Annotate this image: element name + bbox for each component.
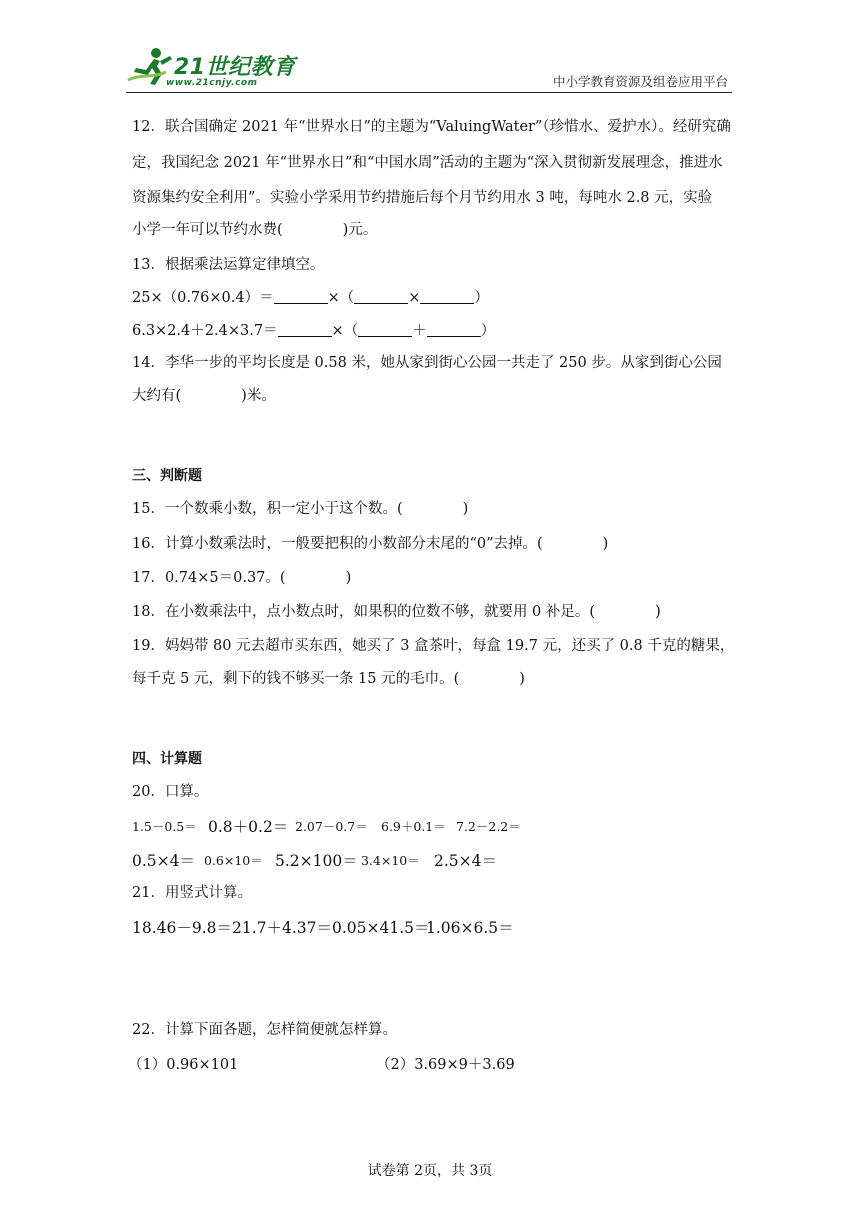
q13-row2-close: ） (480, 323, 496, 339)
q12-line4-post: )元。 (342, 222, 378, 238)
q20-item: 7.2－2.2＝ (456, 819, 521, 834)
q17-close: ) (345, 570, 352, 586)
q19-close: ) (519, 671, 525, 687)
q20-item: 6.9＋0.1＝ (381, 819, 446, 834)
section-title-calculation: 四、计算题 (132, 751, 202, 767)
q13-row2-expr: 6.3×2.4＋2.4×3.7＝ (132, 323, 278, 339)
q18-text: 18．在小数乘法中，点小数点时，如果积的位数不够，就要用 0 补足。( (132, 604, 596, 620)
q20-item: 3.4×10＝ (361, 853, 420, 868)
q21-item: 0.05×41.5＝ (332, 919, 430, 937)
q21-item: 21.7＋4.37＝ (232, 919, 333, 937)
q18-close: ) (655, 604, 661, 620)
q14-line2 (132, 386, 276, 406)
q17 (132, 568, 351, 588)
q19-line2 (132, 669, 525, 689)
page-header (126, 40, 732, 93)
q14-line2-pre: 大约有( (132, 388, 182, 404)
q15 (132, 499, 468, 519)
q21-item: 1.06×6.5＝ (426, 919, 514, 937)
q20-item: 0.6×10＝ (204, 853, 263, 868)
q13-row2-times-open: ×（ (331, 323, 359, 339)
q15-close: ) (462, 501, 469, 517)
q13-row1-close: ） (474, 290, 489, 306)
q16 (132, 534, 608, 554)
q21-title: 21．用竖式计算。 (132, 885, 252, 901)
page-footer: 试卷第 2页，共 3页 (367, 1163, 493, 1179)
q13-row1-times-open: ×（ (327, 290, 355, 306)
q12-line4-pre: 小学一年可以节约水费( (132, 222, 283, 238)
q12-line4 (132, 220, 377, 240)
q13-row1-blank3[interactable] (420, 289, 474, 304)
q20-item: 5.2×100＝ (275, 852, 358, 870)
q18 (132, 602, 661, 622)
q13-row1-blank2[interactable] (354, 289, 408, 304)
q13-row1-op: × (408, 290, 421, 306)
platform-name: 中小学教育资源及组卷应用平台 (552, 74, 728, 89)
q13-row1-expr: 25×（0.76×0.4）＝ (132, 290, 274, 306)
q22-title: 22．计算下面各题，怎样简便就怎样算。 (132, 1022, 397, 1038)
logo-url: www.21cnjy.com (166, 78, 258, 88)
q13-title: 13．根据乘法运算定律填空。 (132, 257, 325, 273)
q14-line2-post: )米。 (241, 388, 276, 404)
q20-title: 20．口算。 (132, 784, 209, 800)
q15-text: 15．一个数乘小数，积一定小于这个数。( (132, 501, 403, 517)
q20-item: 0.8＋0.2＝ (208, 818, 289, 836)
q13-row1-blank1[interactable] (274, 289, 328, 304)
q22-item2: （2）3.69×9＋3.69 (376, 1057, 515, 1073)
q22-item1: （1）0.96×101 (128, 1057, 239, 1073)
q13-row2-blank1[interactable] (278, 322, 332, 337)
q19-line2-text: 每千克 5 元，剩下的钱不够买一条 15 元的毛巾。( (132, 671, 460, 687)
logo-text: 21世纪教育 (174, 55, 296, 80)
q19-line1: 19．妈妈带 80 元去超市买东西，她买了 3 盒茶叶，每盒 19.7 元，还买了 0.8 千克的糖果， (132, 638, 735, 654)
q13-row2-op: ＋ (412, 323, 427, 339)
q13-row2-blank3[interactable] (427, 322, 481, 337)
q14-line1: 14．李华一步的平均长度是 0.58 米，她从家到街心公园一共走了 250 步。从家到街心公园 (132, 355, 722, 371)
q21-item: 18.46－9.8＝ (132, 919, 233, 937)
q12-line1: 12．联合国确定 2021 年“世界水日”的主题为“ValuingWater”（珍惜水、爱护水）。经研究确 (132, 119, 731, 135)
q12-line3: 资源集约安全利用”。实验小学采用节约措施后每个月节约用水 3 吨，每吨水 2.8 元，实验 (132, 190, 713, 206)
q20-item: 1.5－0.5＝ (132, 819, 197, 834)
q17-text: 17．0.74×5＝0.37。( (132, 570, 286, 586)
q20-item: 2.07－0.7＝ (295, 819, 368, 834)
q16-close: ) (602, 536, 609, 552)
q16-text: 16．计算小数乘法时，一般要把积的小数部分末尾的“0”去掉。( (132, 536, 543, 552)
q13-row1 (132, 288, 489, 308)
q20-item: 2.5×4＝ (434, 852, 497, 870)
q13-row2 (132, 321, 495, 341)
section-title-judgement: 三、判断题 (132, 468, 202, 484)
q20-item: 0.5×4＝ (132, 852, 195, 870)
q13-row2-blank2[interactable] (358, 322, 412, 337)
logo (126, 44, 306, 92)
q12-line2: 定，我国纪念 2021 年“世界水日”和“中国水周”活动的主题为“深入贯彻新发展理念，推进水 (132, 155, 723, 171)
